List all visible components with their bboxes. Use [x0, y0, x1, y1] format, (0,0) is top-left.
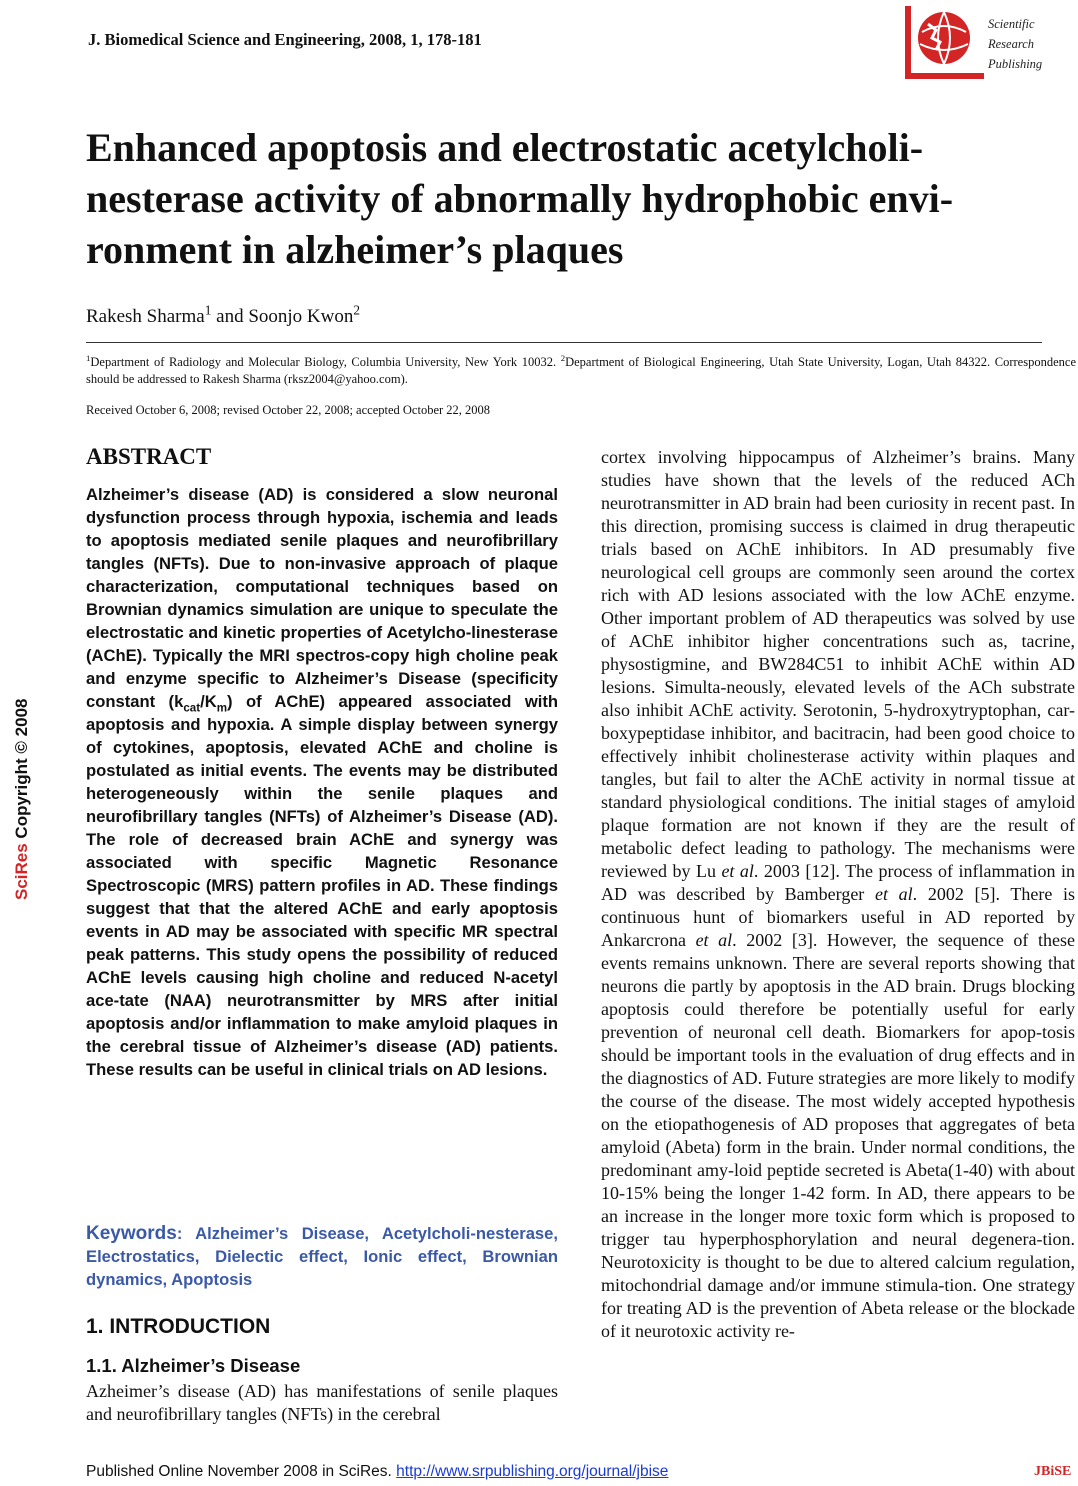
intro-paragraph: Azheimer’s disease (AD) has manifestations of senile plaques and neurofibrillary tangles (NFTs) in the cerebral — [86, 1381, 558, 1424]
publisher-logo — [902, 2, 1062, 82]
logo-line-2: Research — [988, 37, 1035, 51]
km-subscript: m — [216, 701, 228, 715]
affil-2-text: Department of Biological Engineering, Utah State University, Logan, Utah 84322. Correspondence should be addressed to Rakesh Sharma (rksz2004@yahoo.com). — [86, 355, 1076, 386]
col2-etal-3: et al — [695, 930, 733, 950]
affil-2-marker: 2 — [560, 352, 566, 363]
affil-1-text: Department of Radiology and Molecular Biology, Columbia University, New York 10032. — [90, 355, 561, 369]
sidebar-copyright — [12, 699, 32, 901]
col2-text-1: cortex involving hippocampus of Alzheimer’s brains. Many studies have shown that the levels of the reduced ACh neurotransmitter in AD brain had been curiosity in recent past. In this direction, promising success is claimed in drug therapeutic trials based on AChE inhibitors. In AD presumably five neurological cell groups are commonly seen around the cortex rich with AD lesions associated with the low AChE enzyme. Other important problem of AD therapeutics was solved by use of AChE inhibitor higher concentrations such as, tacrine, physostigmine, and BW284C51 to inhibit AChE within AD lesions. Simulta-neously, elevated levels of the ACh substrate also inhibit AChE activity. Serotonin, 5-hydroxytryptophan, car-boxypeptidase inhibitor, and bacitracin, had been good choice to effectively inhibit cholinesterase activity within plaques and tangles, but fail to alter the AChE activity in normal tissue at standard physiological conditions. The initial stages of amyloid plaque formation are not known if they are the result of metabolic defect leading to pathology. The mechanisms were reviewed by Lu — [601, 447, 1075, 881]
logo-line-3: Publishing — [988, 57, 1043, 71]
col2-etal-1: et al — [721, 861, 754, 881]
col2-etal-2: et al — [874, 884, 913, 904]
journal-citation: J. Biomedical Science and Engineering, 2008, 1, 178-181 — [88, 30, 482, 49]
journal-link[interactable]: http://www.srpublishing.org/journal/jbise — [396, 1463, 669, 1480]
sidebar-copyright-text: Copyright © 2008 — [12, 698, 31, 844]
author-2-affil: 2 — [353, 302, 361, 318]
col2-text-3: . 2002 [5]. There is continuous hunt of biomarkers useful in AD reported by Ankarcrona — [601, 884, 1075, 950]
col2-text-4: . 2002 [3]. However, the sequence of these events remains unknown. There are several reports showing that neurons die partly by apoptosis in the AD brain. Drugs blocking apoptosis could therefore be potentially useful for early prevention of neuronal cell death. Biomarkers for apop-tosis should be important tools in the evaluation of drug effects and in the diagnostics of AD. Future strategies are more likely to modify the course of the disease. The most widely accepted hypothesis on the etiopathogenesis of AD proposes that aggregates of beta amyloid (Abeta) form in the brain. Under normal conditions, the predominant amy-loid peptide secreted is Abeta(1-40) with about 10-15% being the longer 1-42 form. In AD, there appears to be an increase in the longer more toxic form which is proposed to trigger tau hyperphosphorylation and neural degenera-tion. Neurotoxicity is thought to be due to altered calcium regulation, mitochondrial damage and/or immune stimula-tion. One strategy for treating AD is the prevention of Abeta release or the blockade of it neurotoxic activity re- — [601, 930, 1075, 1341]
abstract-part-2: ) of AChE) appeared associated with apoptosis and hypoxia. A simple display between synergy of cytokines, apoptosis, elevated AChE and choline is postulated as initial events. The events may be distributed heterogeneously within the senile plaques and neurofibrillary tangles (NFTs) of Alzheimer’s Disease (AD). The role of decreased brain AChE and synergy was associated with specific Magnetic Resonance Spectroscopic (MRS) pattern profiles in AD. These findings suggest that that the altered AChE and early apoptosis events in AD may be associated with specific MR spectral peak patterns. This study opens the possibility of reduced AChE levels causing high choline and reduced N-acetyl ace-tate (NAA) neurotransmitter by MRS after initial apoptosis and/or inflammation to make amyloid plaques in the cerebral tissue of Alzheimer’s disease (AD) patients. These results can be useful in clinical trials on AD lesions. — [86, 692, 559, 1079]
affil-1-marker: 1 — [86, 352, 91, 363]
abstract-part-1: Alzheimer’s disease (AD) is considered a slow neuronal dysfunction process through hypoxia, ischemia and leads to apoptosis mediated senile plaques and neurofibrillary tangles (NFTs). Due to non-invasive approach of plaque characterization, computational techniques based on Brownian dynamics simulation are unique to speculate the electrostatic and kinetic properties of Acetylcho-linesterase (AChE). Typically the MRI spectros-copy high choline peak and enzyme specific to Alzheimer’s Disease (specificity constant (k — [86, 485, 558, 711]
kcat-subscript: cat — [183, 701, 201, 715]
footer-text: Published Online November 2008 in SciRes. — [86, 1463, 397, 1480]
col2-text-2: . 2003 [12]. The process of inflammation in AD was described by Bamberger — [601, 861, 1075, 904]
keywords-text: : Alzheimer’s Disease, Acetylcholi-nesterase, Electrostatics, Dielectic effect, Ionic effect, Brownian dynamics, Apoptosis — [86, 1224, 558, 1289]
author-1-affil: 1 — [204, 302, 212, 318]
author-list — [86, 302, 361, 328]
section-heading-introduction: 1. INTRODUCTION — [86, 1315, 271, 1338]
author-2: Soonjo Kwon — [248, 306, 354, 327]
author-1: Rakesh Sharma — [86, 306, 205, 327]
journal-abbreviation: JBiSE — [1034, 1464, 1072, 1479]
sidebar-brand: SciRes — [12, 843, 31, 900]
keywords — [86, 1222, 558, 1291]
abstract-slash: /K — [200, 692, 217, 711]
received-dates: Received October 6, 2008; revised October 22, 2008; accepted October 22, 2008 — [86, 403, 491, 417]
author-conjunction: and — [211, 306, 249, 327]
header-divider — [86, 342, 1042, 343]
abstract-heading: ABSTRACT — [86, 444, 212, 469]
logo-text — [988, 14, 1042, 74]
logo-line-1: Scientific — [988, 17, 1035, 31]
paper-title: Enhanced apoptosis and electrostatic acetylcholi-nesterase activity of abnormally hydrophobic envi-ronment in alzheimer’s plaques — [86, 125, 954, 272]
footer — [86, 1463, 668, 1481]
subsection-heading: 1.1. Alzheimer’s Disease — [86, 1355, 301, 1376]
right-column-text — [601, 446, 1075, 1343]
globe-logo-icon — [902, 2, 988, 82]
abstract-body — [86, 483, 558, 1081]
affiliations — [86, 354, 1076, 388]
keywords-label: Keywords — [86, 1223, 177, 1244]
